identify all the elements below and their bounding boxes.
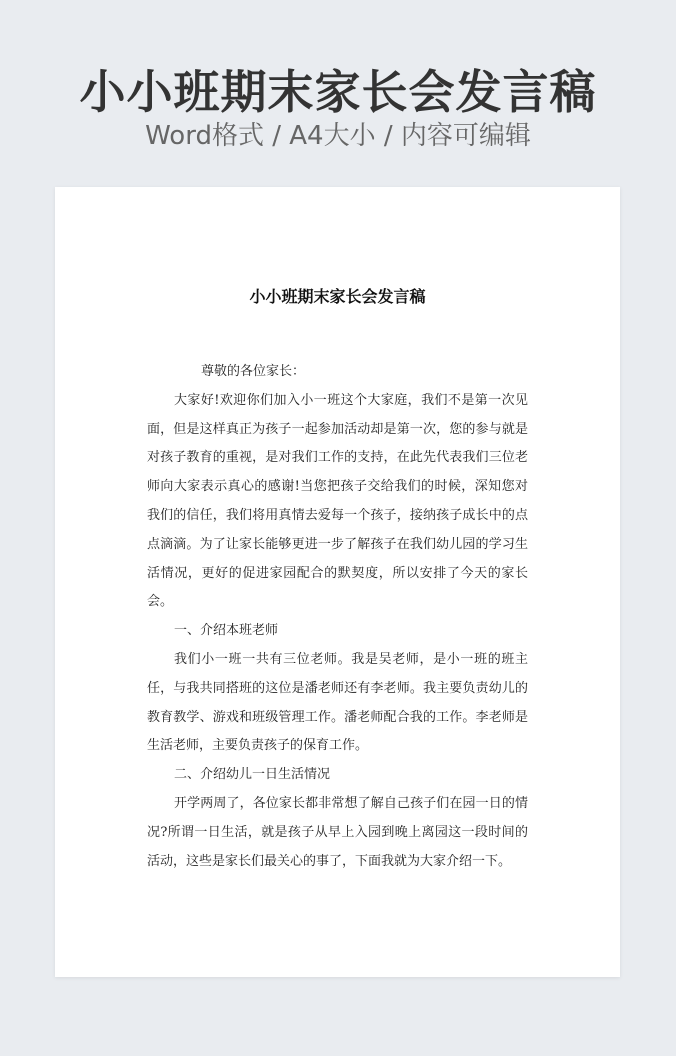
greeting-line: 尊敬的各位家长：	[201, 364, 306, 379]
paragraph-welcome: 大家好!欢迎你们加入小一班这个大家庭，我们不是第一次见面，但是这样真正为孩子一起参加活动却是第一次，您的参与就是对孩子教育的重视，是对我们工作的支持，在此先代表我们三位老师向大家表示真心的感谢!当您把孩子交给我们的时候，深知您对我们的信任，我们将用真情去爱每一个孩子，接纳孩子成长中的点点滴滴。为了让家长能够更进一步了解孩子在我们幼儿园的学习生活情况，更好的促进家园配合的默契度，所以安排了今天的家长会。	[147, 392, 528, 610]
paragraph-daily-life: 开学两周了，各位家长都非常想了解自己孩子们在园一日的情况?所谓一日生活，就是孩子从早上入园到晚上离园这一段时间的活动，这些是家长们最关心的事了，下面我就为大家介绍一下。	[147, 795, 528, 869]
banner-subtitle: Word格式 / A4大小 / 内容可编辑	[145, 121, 531, 151]
document-title: 小小班期末家长会发言稿	[249, 287, 426, 306]
section-heading-teachers: 一、介绍本班老师	[174, 623, 279, 639]
document-page	[55, 187, 620, 977]
paragraph-teachers: 我们小一班一共有三位老师。我是吴老师，是小一班的班主任，与我共同搭班的这位是潘老师还有李老师。我主要负责幼儿的教育教学、游戏和班级管理工作。潘老师配合我的工作。李老师是生活老师，主要负责孩子的保育工作。	[147, 651, 528, 754]
document-body	[147, 358, 528, 876]
section-heading-daily-life: 二、介绍幼儿一日生活情况	[174, 767, 331, 783]
banner-title: 小小班期末家长会发言稿	[79, 65, 597, 119]
